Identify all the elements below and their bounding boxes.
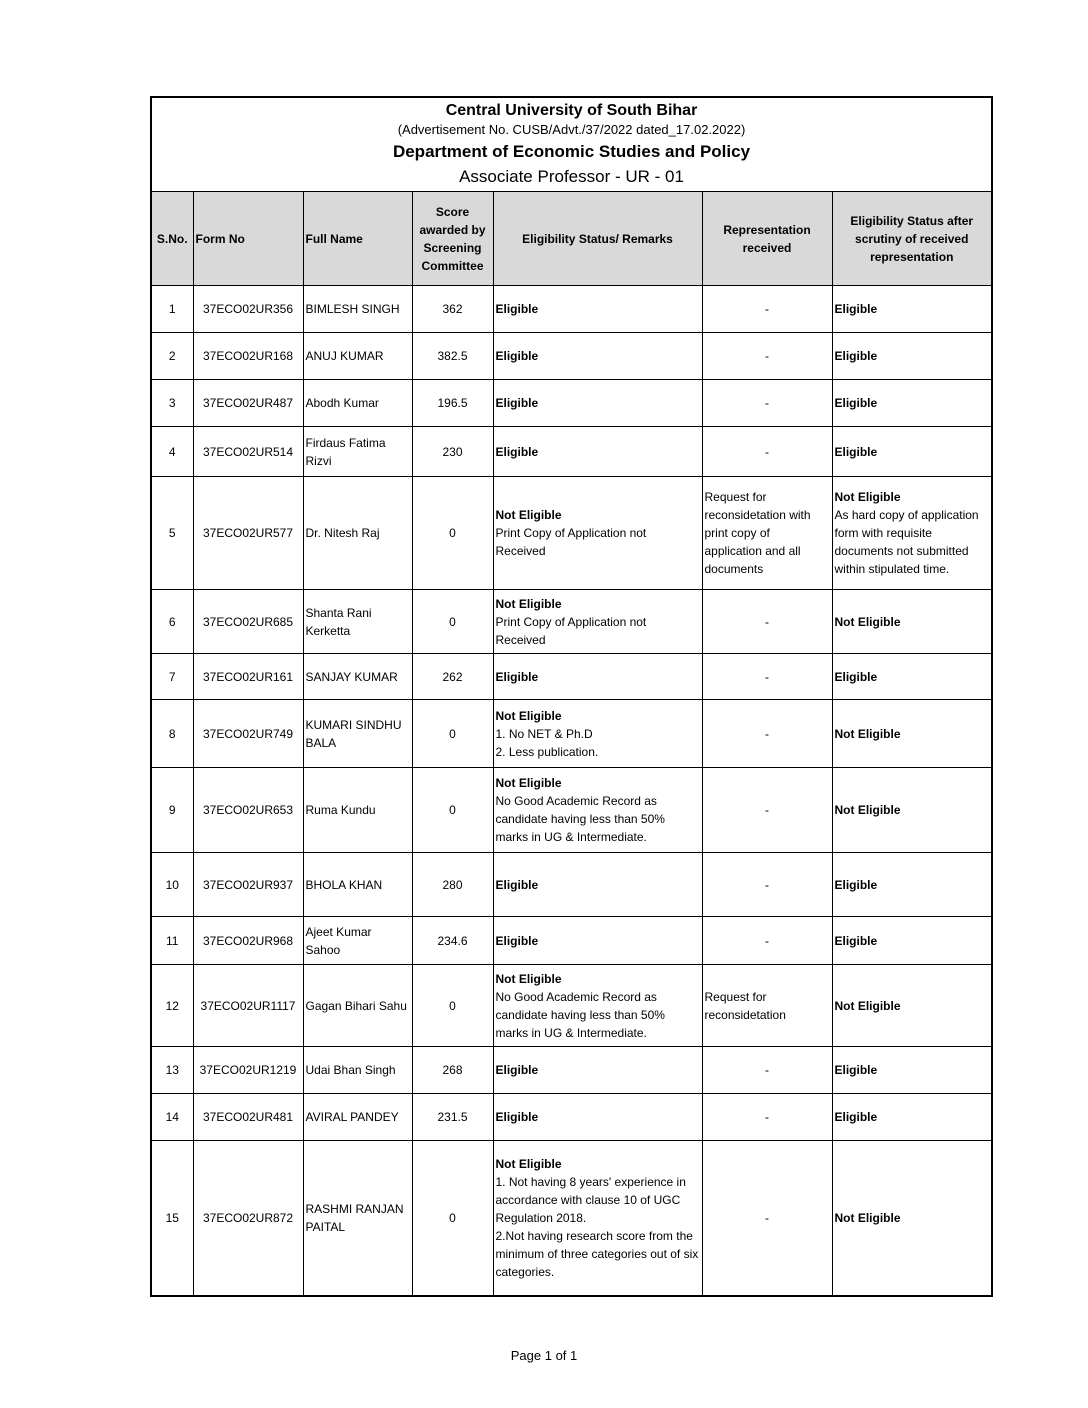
eligibility-status: Eligible xyxy=(495,1110,539,1124)
university-name: Central University of South Bihar xyxy=(445,101,698,119)
cell-sno: 8 xyxy=(151,700,193,768)
cell-score: 196.5 xyxy=(412,380,493,427)
cell-final-status xyxy=(832,853,992,917)
table-title-block xyxy=(151,97,992,192)
table-row xyxy=(151,1094,992,1141)
eligibility-status: Not Eligible xyxy=(495,1156,562,1171)
cell-representation: - xyxy=(702,1094,832,1141)
cell-representation: - xyxy=(702,380,832,427)
cell-eligibility xyxy=(493,380,702,427)
final-status: Eligible xyxy=(834,1063,878,1077)
eligibility-status: Eligible xyxy=(495,669,539,684)
cell-sno: 14 xyxy=(151,1094,193,1141)
cell-final-status xyxy=(832,1047,992,1094)
cell-form-no: 37ECO02UR968 xyxy=(193,917,303,965)
final-status: Not Eligible xyxy=(834,614,901,629)
cell-full-name: Dr. Nitesh Raj xyxy=(303,477,412,590)
eligibility-status: Eligible xyxy=(495,396,539,410)
cell-final-status xyxy=(832,477,992,590)
cell-sno: 13 xyxy=(151,1047,193,1094)
cell-eligibility xyxy=(493,853,702,917)
cell-eligibility xyxy=(493,1141,702,1296)
table-row xyxy=(151,427,992,477)
cell-eligibility xyxy=(493,965,702,1047)
cell-score: 0 xyxy=(412,965,493,1047)
final-status: Eligible xyxy=(834,877,878,892)
final-status: Eligible xyxy=(834,302,878,316)
cell-final-status xyxy=(832,917,992,965)
cell-final-status xyxy=(832,427,992,477)
cell-form-no: 37ECO02UR653 xyxy=(193,768,303,853)
final-status: Eligible xyxy=(834,396,878,410)
table-row xyxy=(151,965,992,1047)
cell-eligibility xyxy=(493,768,702,853)
eligibility-table xyxy=(150,96,993,1297)
cell-full-name: RASHMI RANJAN PAITAL xyxy=(303,1141,412,1296)
final-remark: As hard copy of application form with requisite documents not submitted within stipulated time. xyxy=(834,508,979,576)
eligibility-status: Eligible xyxy=(495,1063,539,1077)
eligibility-remark: 2. Less publication. xyxy=(495,744,599,759)
eligibility-status: Eligible xyxy=(495,444,539,459)
cell-form-no: 37ECO02UR514 xyxy=(193,427,303,477)
eligibility-remark: 1. No NET & Ph.D xyxy=(495,726,593,741)
col-header-form-no: Form No xyxy=(193,192,303,286)
final-status: Not Eligible xyxy=(834,1210,901,1225)
cell-score: 268 xyxy=(412,1047,493,1094)
cell-full-name: Abodh Kumar xyxy=(303,380,412,427)
cell-sno: 4 xyxy=(151,427,193,477)
cell-score: 382.5 xyxy=(412,333,493,380)
cell-form-no: 37ECO02UR487 xyxy=(193,380,303,427)
cell-full-name: Udai Bhan Singh xyxy=(303,1047,412,1094)
table-row xyxy=(151,286,992,333)
table-row xyxy=(151,590,992,654)
cell-final-status xyxy=(832,700,992,768)
cell-form-no: 37ECO02UR1117 xyxy=(193,965,303,1047)
cell-full-name: BIMLESH SINGH xyxy=(303,286,412,333)
eligibility-remark: Print Copy of Application not Received xyxy=(495,526,647,558)
eligibility-status: Eligible xyxy=(495,933,539,948)
eligibility-status: Not Eligible xyxy=(495,596,562,611)
final-status: Eligible xyxy=(834,669,878,684)
cell-sno: 12 xyxy=(151,965,193,1047)
eligibility-status: Eligible xyxy=(495,877,539,892)
final-status: Eligible xyxy=(834,933,878,948)
final-status: Eligible xyxy=(834,1110,878,1124)
cell-eligibility xyxy=(493,286,702,333)
cell-score: 231.5 xyxy=(412,1094,493,1141)
table-row xyxy=(151,1047,992,1094)
cell-full-name: KUMARI SINDHU BALA xyxy=(303,700,412,768)
cell-representation: Request for reconsidetation xyxy=(702,965,832,1047)
cell-representation: - xyxy=(702,917,832,965)
cell-full-name: Shanta Rani Kerketta xyxy=(303,590,412,654)
cell-final-status xyxy=(832,1141,992,1296)
table-row xyxy=(151,1141,992,1296)
eligibility-remark: 1. Not having 8 years' experience in accordance with clause 10 of UGC Regulation 2018. xyxy=(495,1174,686,1225)
cell-form-no: 37ECO02UR1219 xyxy=(193,1047,303,1094)
cell-representation: - xyxy=(702,853,832,917)
cell-full-name: SANJAY KUMAR xyxy=(303,654,412,700)
cell-representation: - xyxy=(702,1141,832,1296)
col-header-full-name: Full Name xyxy=(303,192,412,286)
final-status: Eligible xyxy=(834,444,878,459)
col-header-score: Score awarded by Screening Committee xyxy=(412,192,493,286)
cell-representation: Request for reconsidetation with print copy of application and all documents xyxy=(702,477,832,590)
cell-score: 230 xyxy=(412,427,493,477)
eligibility-status: Not Eligible xyxy=(495,508,562,522)
cell-final-status xyxy=(832,654,992,700)
cell-representation: - xyxy=(702,333,832,380)
cell-eligibility xyxy=(493,917,702,965)
cell-sno: 7 xyxy=(151,654,193,700)
cell-final-status xyxy=(832,286,992,333)
cell-sno: 15 xyxy=(151,1141,193,1296)
cell-final-status xyxy=(832,1094,992,1141)
cell-sno: 2 xyxy=(151,333,193,380)
cell-final-status xyxy=(832,965,992,1047)
cell-representation: - xyxy=(702,590,832,654)
cell-final-status xyxy=(832,590,992,654)
final-status: Not Eligible xyxy=(834,998,901,1013)
cell-full-name: ANUJ KUMAR xyxy=(303,333,412,380)
page-number: Page 1 of 1 xyxy=(510,1348,578,1363)
cell-representation: - xyxy=(702,700,832,768)
cell-final-status xyxy=(832,380,992,427)
col-header-sno: S.No. xyxy=(151,192,193,286)
cell-form-no: 37ECO02UR481 xyxy=(193,1094,303,1141)
cell-final-status xyxy=(832,333,992,380)
cell-representation: - xyxy=(702,654,832,700)
cell-sno: 11 xyxy=(151,917,193,965)
eligibility-remark: No Good Academic Record as candidate having less than 50% marks in UG & Intermediate. xyxy=(495,989,665,1040)
cell-representation: - xyxy=(702,427,832,477)
cell-eligibility xyxy=(493,1094,702,1141)
final-status: Not Eligible xyxy=(834,490,901,504)
cell-eligibility xyxy=(493,700,702,768)
table-row xyxy=(151,654,992,700)
eligibility-sheet xyxy=(150,96,991,1297)
cell-representation: - xyxy=(702,768,832,853)
table-row xyxy=(151,380,992,427)
eligibility-remark: 2.Not having research score from the minimum of three categories out of six categories. xyxy=(495,1228,699,1279)
cell-full-name: AVIRAL PANDEY xyxy=(303,1094,412,1141)
cell-full-name: Ruma Kundu xyxy=(303,768,412,853)
cell-score: 0 xyxy=(412,768,493,853)
cell-score: 0 xyxy=(412,590,493,654)
eligibility-status: Eligible xyxy=(495,349,539,363)
cell-sno: 5 xyxy=(151,477,193,590)
cell-sno: 6 xyxy=(151,590,193,654)
cell-score: 262 xyxy=(412,654,493,700)
cell-sno: 3 xyxy=(151,380,193,427)
cell-eligibility xyxy=(493,590,702,654)
cell-form-no: 37ECO02UR685 xyxy=(193,590,303,654)
eligibility-status: Not Eligible xyxy=(495,708,562,723)
eligibility-remark: Print Copy of Application not Received xyxy=(495,614,647,647)
final-status: Not Eligible xyxy=(834,726,901,741)
department-name: Department of Economic Studies and Policy xyxy=(392,141,751,161)
cell-score: 0 xyxy=(412,477,493,590)
col-header-final-status: Eligibility Status after scrutiny of received representation xyxy=(832,192,992,286)
cell-score: 0 xyxy=(412,1141,493,1296)
post-title: Associate Professor - UR - 01 xyxy=(459,166,684,186)
cell-form-no: 37ECO02UR168 xyxy=(193,333,303,380)
cell-eligibility xyxy=(493,427,702,477)
advertisement-number: (Advertisement No. CUSB/Advt./37/2022 dated_17.02.2022) xyxy=(397,121,746,137)
cell-eligibility xyxy=(493,1047,702,1094)
cell-score: 0 xyxy=(412,700,493,768)
cell-form-no: 37ECO02UR937 xyxy=(193,853,303,917)
cell-sno: 9 xyxy=(151,768,193,853)
cell-form-no: 37ECO02UR356 xyxy=(193,286,303,333)
cell-score: 362 xyxy=(412,286,493,333)
cell-form-no: 37ECO02UR161 xyxy=(193,654,303,700)
eligibility-remark: No Good Academic Record as candidate having less than 50% marks in UG & Intermediate. xyxy=(495,794,665,844)
cell-form-no: 37ECO02UR749 xyxy=(193,700,303,768)
eligibility-status: Not Eligible xyxy=(495,971,562,986)
table-row xyxy=(151,768,992,853)
table-row xyxy=(151,700,992,768)
final-status: Eligible xyxy=(834,349,878,363)
eligibility-status: Not Eligible xyxy=(495,776,562,790)
cell-eligibility xyxy=(493,477,702,590)
cell-form-no: 37ECO02UR577 xyxy=(193,477,303,590)
cell-full-name: BHOLA KHAN xyxy=(303,853,412,917)
cell-score: 280 xyxy=(412,853,493,917)
cell-representation: - xyxy=(702,1047,832,1094)
cell-form-no: 37ECO02UR872 xyxy=(193,1141,303,1296)
table-row xyxy=(151,853,992,917)
col-header-eligibility: Eligibility Status/ Remarks xyxy=(493,192,702,286)
eligibility-status: Eligible xyxy=(495,302,539,316)
cell-final-status xyxy=(832,768,992,853)
cell-representation: - xyxy=(702,286,832,333)
table-row xyxy=(151,333,992,380)
cell-score: 234.6 xyxy=(412,917,493,965)
cell-eligibility xyxy=(493,333,702,380)
cell-sno: 1 xyxy=(151,286,193,333)
table-body xyxy=(151,286,992,1296)
cell-full-name: Ajeet Kumar Sahoo xyxy=(303,917,412,965)
cell-sno: 10 xyxy=(151,853,193,917)
column-header-row xyxy=(151,192,992,286)
final-status: Not Eligible xyxy=(834,803,901,817)
col-header-representation: Representation received xyxy=(702,192,832,286)
cell-full-name: Gagan Bihari Sahu xyxy=(303,965,412,1047)
table-row xyxy=(151,917,992,965)
cell-full-name: Firdaus Fatima Rizvi xyxy=(303,427,412,477)
cell-eligibility xyxy=(493,654,702,700)
table-row xyxy=(151,477,992,590)
